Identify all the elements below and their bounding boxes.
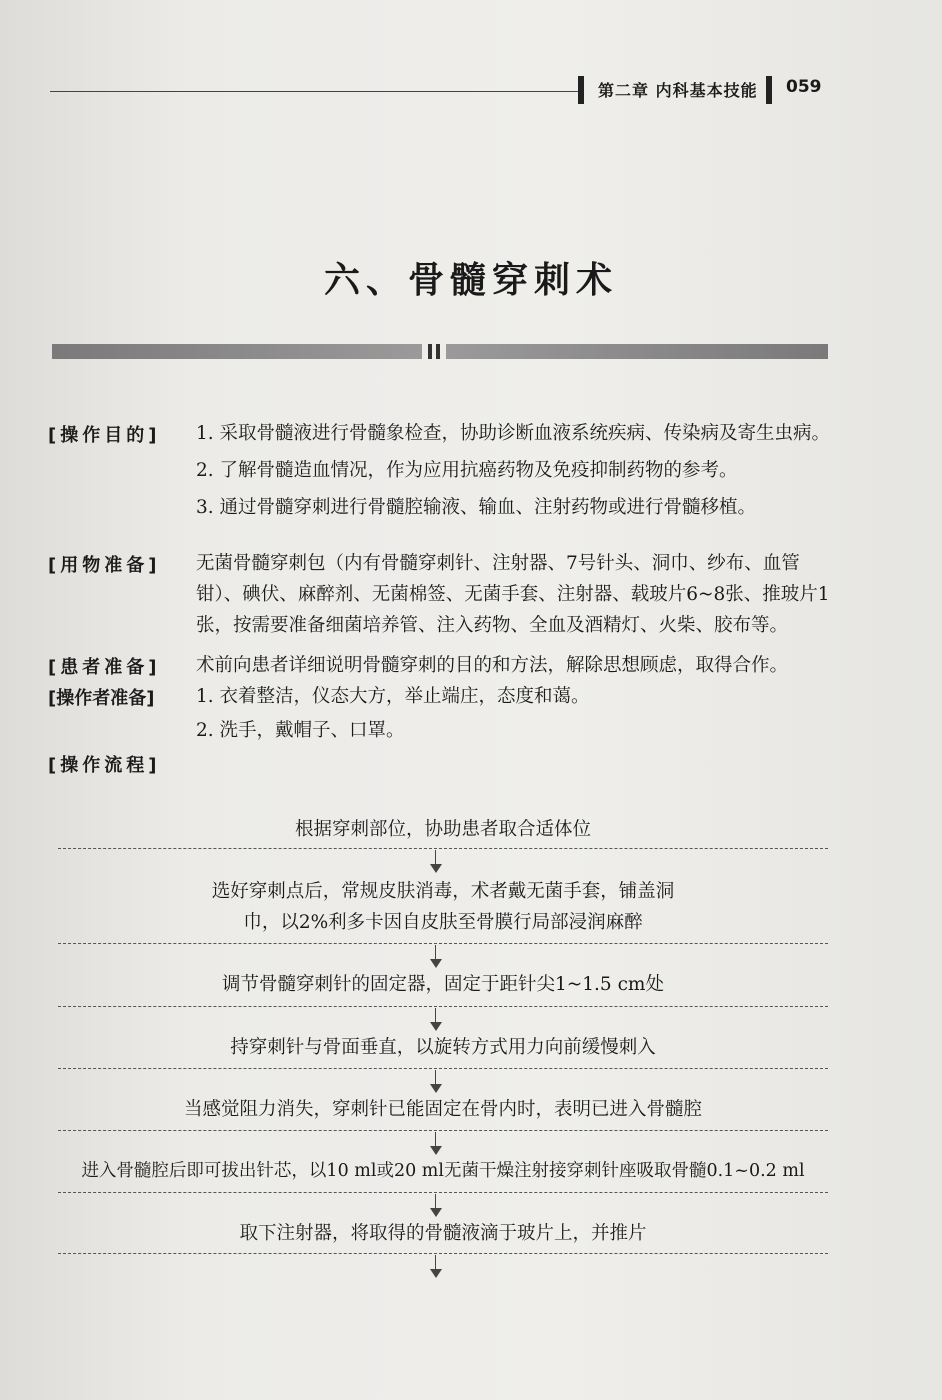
flow-divider <box>58 1253 828 1254</box>
title-underline-tick <box>428 344 432 359</box>
supplies-text: 无菌骨髓穿刺包（内有骨髓穿刺针、注射器、7号针头、洞巾、纱布、血管钳）、碘伏、麻醉剂、无菌棉签、无菌手套、注射器、载玻片6~8张、推玻片1张，按需要准备细菌培养管、注入药物、全血及酒精灯、火柴、胶布等。 <box>196 553 830 636</box>
flow-step-6: 进入骨髓腔后即可拔出针芯，以10 ml或20 ml无菌干燥注射接穿刺针座吸取骨髓0.1~0.2 ml <box>81 1161 805 1181</box>
flow-step-3: 调节骨髓穿刺针的固定器，固定于距针尖1~1.5 cm处 <box>222 974 664 995</box>
section-title: 六、骨髓穿刺术 <box>323 259 618 301</box>
label-flow: [操作流程] <box>48 755 161 776</box>
flow-step-4: 持穿刺针与骨面垂直，以旋转方式用力向前缓慢刺入 <box>230 1037 656 1058</box>
header-bar-right <box>766 76 772 104</box>
header-bar-left <box>578 76 584 104</box>
label-operator: [操作者准备] <box>48 688 155 709</box>
header-rule <box>50 91 580 92</box>
purpose-item-2: 2. 了解骨髓造血情况，作为应用抗癌药物及免疫抑制药物的参考。 <box>196 460 738 481</box>
flow-divider <box>58 848 828 849</box>
flow-step-2: 选好穿刺点后，常规皮肤消毒，术者戴无菌手套，铺盖洞巾，以2%利多卡因自皮肤至骨膜行局部浸润麻醉 <box>211 881 675 933</box>
chapter-title: 第二章 内科基本技能 <box>598 81 758 100</box>
flow-divider <box>58 1130 828 1131</box>
flow-step-5: 当感觉阻力消失，穿刺针已能固定在骨内时，表明已进入骨髓腔 <box>183 1099 702 1120</box>
flow-divider <box>58 943 828 944</box>
label-supplies: [用物准备] <box>48 555 161 576</box>
purpose-item-1: 1. 采取骨髓液进行骨髓象检查，协助诊断血液系统疾病、传染病及寄生虫病。 <box>196 423 831 444</box>
flow-step-1: 根据穿刺部位，协助患者取合适体位 <box>294 819 591 840</box>
operator-text <box>196 681 836 746</box>
flow-step-7: 取下注射器，将取得的骨髓液滴于玻片上，并推片 <box>239 1223 647 1244</box>
title-underline-right <box>446 344 828 359</box>
operator-item-1: 1. 衣着整洁，仪态大方，举止端庄，态度和蔼。 <box>196 686 590 707</box>
flow-divider <box>58 1068 828 1069</box>
flow-divider <box>58 1192 828 1193</box>
patient-text: 术前向患者详细说明骨髓穿刺的目的和方法，解除思想顾虑，取得合作。 <box>196 655 789 676</box>
flow-divider <box>58 1006 828 1007</box>
operator-item-2: 2. 洗手，戴帽子、口罩。 <box>196 720 405 741</box>
title-underline-left <box>52 344 422 359</box>
label-purpose: [操作目的] <box>48 425 161 446</box>
purpose-text <box>196 418 836 523</box>
page-number: 059 <box>786 77 822 97</box>
label-patient: [患者准备] <box>48 657 161 678</box>
title-underline-tick <box>436 344 440 359</box>
purpose-item-3: 3. 通过骨髓穿刺进行骨髓腔输液、输血、注射药物或进行骨髓移植。 <box>196 497 757 518</box>
